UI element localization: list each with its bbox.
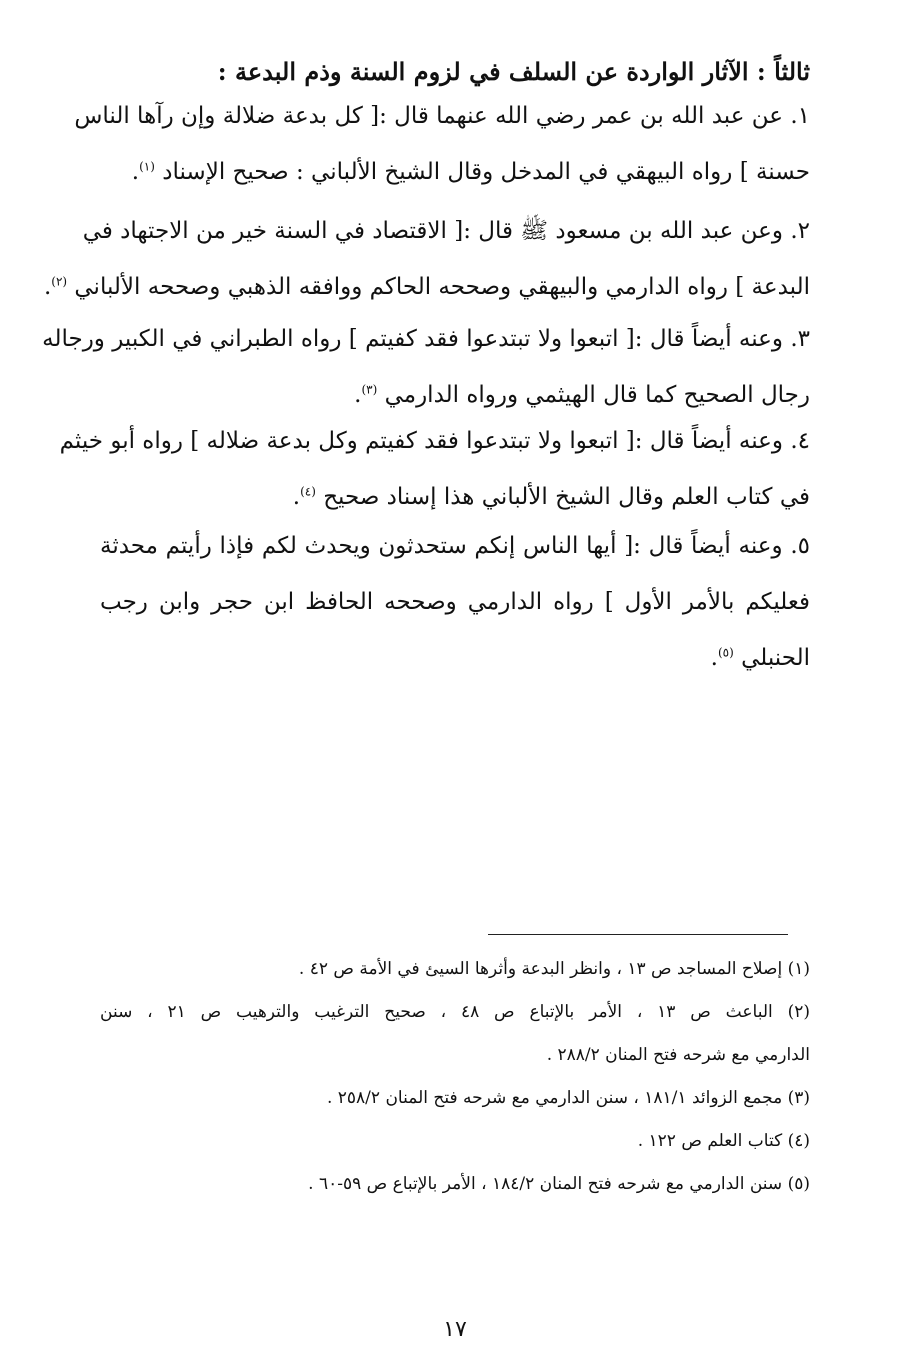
footnote-ref-5: (٥) xyxy=(717,645,734,660)
athar-1-line-2-text: حسنة ] رواه البيهقي في المدخل وقال الشيخ الألباني : صحيح الإسناد xyxy=(162,159,810,185)
athar-item-1 xyxy=(74,88,810,200)
athar-3-line-2-text: رجال الصحيح كما قال الهيثمي ورواه الدارمي xyxy=(384,382,810,408)
athar-1-line-1: ١. عن عبد الله بن عمر رضي الله عنهما قال :[ كل بدعة ضلالة وإن رآها الناس xyxy=(74,103,810,129)
athar-item-3 xyxy=(42,311,810,423)
footnote-2-line-1: (٢) الباعث ص ١٣ ، الأمر بالإتباع ص ٤٨ ، صحيح الترغيب والترهيب ص ٢١ ، سنن xyxy=(100,1002,810,1022)
athar-4-line-2: في كتاب العلم وقال الشيخ الألباني هذا إسناد صحيح $^{(٤)}$. xyxy=(292,484,810,510)
athar-4-line-2-text: في كتاب العلم وقال الشيخ الألباني هذا إسناد صحيح xyxy=(323,484,810,510)
section-heading: ثالثاً : الآثار الواردة عن السلف في لزوم السنة وذم البدعة : xyxy=(217,57,810,86)
athar-1-line-2: حسنة ] رواه البيهقي في المدخل وقال الشيخ الألباني : صحيح الإسناد $^{(١)}$. xyxy=(131,159,810,185)
athar-3-line-2: رجال الصحيح كما قال الهيثمي ورواه الدارمي $^{(٣)}$. xyxy=(354,382,810,408)
footnote-1: (١) إصلاح المساجد ص ١٣ ، وانظر البدعة وأثرها السيئ في الأمة ص ٤٢ . xyxy=(298,959,810,979)
athar-item-5 xyxy=(100,518,810,686)
footnote-3: (٣) مجمع الزوائد ١٨١/١ ، سنن الدارمي مع شرحه فتح المنان ٢٥٨/٢ . xyxy=(326,1088,810,1108)
footnote-5: (٥) سنن الدارمي مع شرحه فتح المنان ١٨٤/٢ ، الأمر بالإتباع ص ٥٩-٦٠ . xyxy=(308,1174,810,1194)
footnote-ref-2: (٢) xyxy=(51,274,68,289)
athar-5-line-3-text: الحنبلي xyxy=(741,645,810,671)
athar-2-line-1: ٢. وعن عبد الله بن مسعود ﷺ قال :[ الاقتصاد في السنة خير من الاجتهاد في xyxy=(82,218,810,244)
athar-4-line-1: ٤. وعنه أيضاً قال :[ اتبعوا ولا تبتدعوا فقد كفيتم وكل بدعة ضلاله ] رواه أبو خيثم xyxy=(59,428,810,454)
athar-item-2 xyxy=(43,203,810,315)
footnote-ref-1: (١) xyxy=(139,159,155,174)
footnote-ref-4: (٤) xyxy=(300,484,316,499)
document-page xyxy=(42,0,810,1369)
athar-5-line-2: فعليكم بالأمر الأول ] رواه الدارمي وصححه الحافظ ابن حجر وابن رجب xyxy=(100,589,810,615)
athar-item-4 xyxy=(59,413,810,525)
footnote-2-line-2: الدارمي مع شرحه فتح المنان ٢٨٨/٢ . xyxy=(546,1045,810,1065)
athar-2-line-2: البدعة ] رواه الدارمي والبيهقي وصححه الحاكم ووافقه الذهبي وصححه الألباني $^{(٢)}$. xyxy=(43,274,810,300)
athar-5-line-1: ٥. وعنه أيضاً قال :[ أيها الناس إنكم ستحدثون ويحدث لكم فإذا رأيتم محدثة xyxy=(100,533,810,559)
athar-2-line-2-text: البدعة ] رواه الدارمي والبيهقي وصححه الحاكم ووافقه الذهبي وصححه الألباني xyxy=(74,274,810,300)
footnote-separator xyxy=(488,934,788,935)
athar-3-line-1: ٣. وعنه أيضاً قال :[ اتبعوا ولا تبتدعوا فقد كفيتم ] رواه الطبراني في الكبير ورجاله xyxy=(42,326,810,352)
footnote-4: (٤) كتاب العلم ص ١٢٢ . xyxy=(637,1131,810,1151)
athar-5-line-3: الحنبلي $^{(٥)}$. xyxy=(710,645,810,671)
footnotes xyxy=(100,948,810,1206)
footnote-ref-3: (٣) xyxy=(361,382,378,397)
page-number: ١٧ xyxy=(443,1317,467,1342)
